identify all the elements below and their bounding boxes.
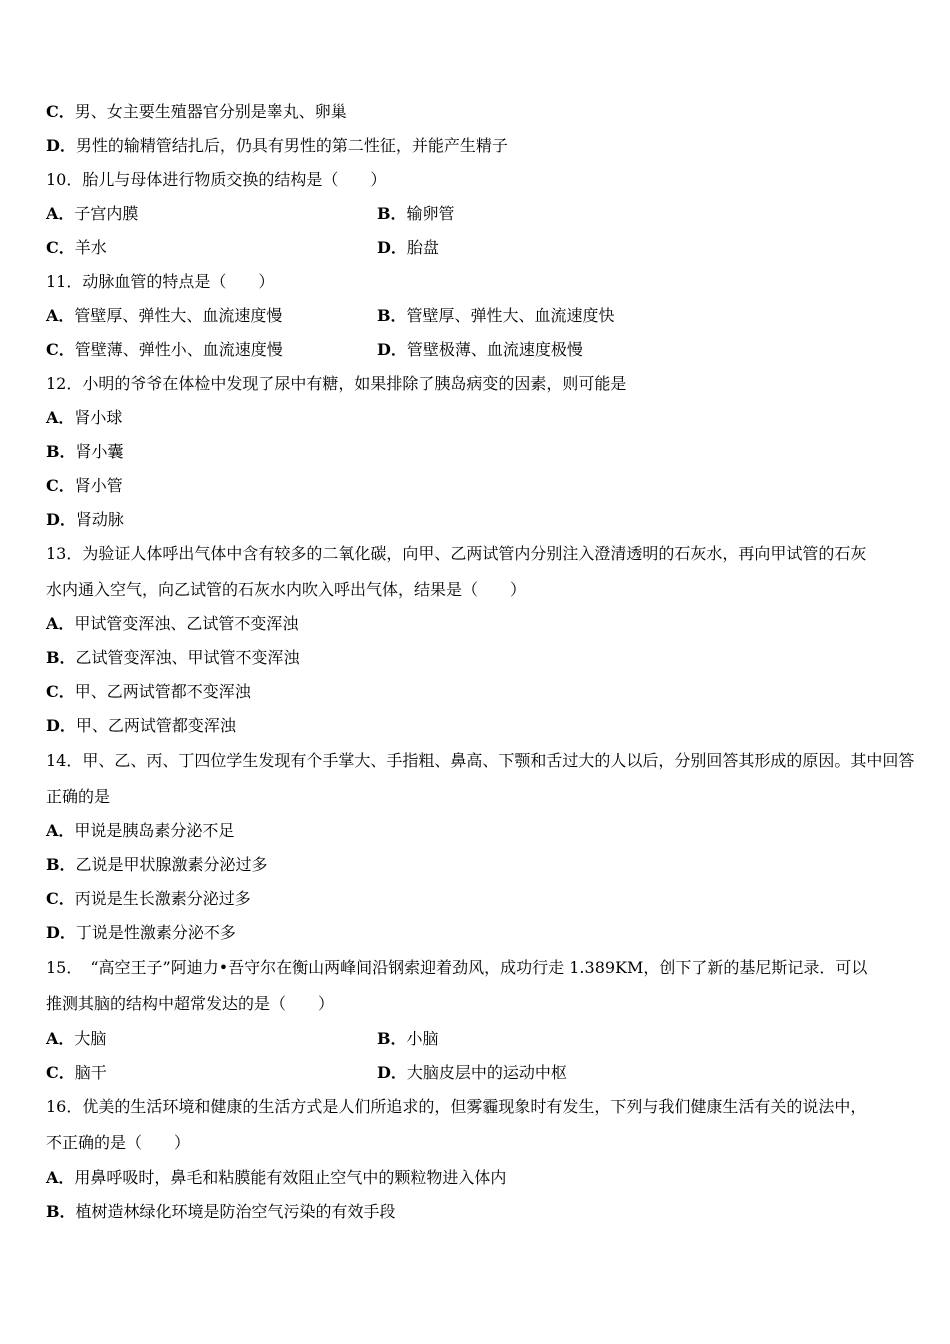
q11-option-c: C．管壁薄、弹性小、血流速度慢	[46, 340, 283, 359]
q11-stem: 11．动脉血管的特点是（ ）	[46, 272, 275, 291]
q15-option-a: A．大脑	[46, 1029, 107, 1048]
q15-option-c: C．脑干	[46, 1063, 107, 1082]
q11-option-d: D．管壁极薄、血流速度极慢	[377, 340, 583, 359]
q13-option-d: D．甲、乙两试管都变浑浊	[46, 716, 236, 735]
q12-option-b: B．肾小囊	[46, 442, 124, 461]
q11-option-a: A．管壁厚、弹性大、血流速度慢	[46, 306, 283, 325]
q14-option-a: A．甲说是胰岛素分泌不足	[46, 821, 235, 840]
q12-option-d: D．肾动脉	[46, 510, 124, 529]
q10-stem: 10．胎儿与母体进行物质交换的结构是（ ）	[46, 170, 387, 189]
q16-option-b: B．植树造林绿化环境是防治空气污染的有效手段	[46, 1202, 396, 1221]
q14-option-c: C．丙说是生长激素分泌过多	[46, 889, 251, 908]
q14-stem-line1: 14．甲、乙、丙、丁四位学生发现有个手掌大、手指粗、鼻高、下颚和舌过大的人以后，分别回答其形成的原因。其中回答	[46, 751, 915, 770]
q13-stem-line1: 13．为验证人体呼出气体中含有较多的二氧化碳，向甲、乙两试管内分别注入澄清透明的石灰水，再向甲试管的石灰	[46, 544, 867, 563]
q9-option-d: D．男性的输精管结扎后，仍具有男性的第二性征，并能产生精子	[46, 136, 508, 155]
q13-stem-line2: 水内通入空气，向乙试管的石灰水内吹入呼出气体，结果是（ ）	[46, 580, 527, 599]
q15-stem-line2: 推测其脑的结构中超常发达的是（ ）	[46, 994, 335, 1013]
q13-option-a: A．甲试管变浑浊、乙试管不变浑浊	[46, 614, 299, 633]
q12-option-c: C．肾小管	[46, 476, 123, 495]
q14-stem-line2: 正确的是	[46, 787, 111, 806]
q14-option-b: B．乙说是甲状腺激素分泌过多	[46, 855, 268, 874]
q11-option-b: B．管壁厚、弹性大、血流速度快	[377, 306, 615, 325]
q15-option-d: D．大脑皮层中的运动中枢	[377, 1063, 567, 1082]
q10-option-a: A．子宫内膜	[46, 204, 139, 223]
q13-option-c: C．甲、乙两试管都不变浑浊	[46, 682, 251, 701]
q10-option-d: D．胎盘	[377, 238, 439, 257]
q15-option-b: B．小脑	[377, 1029, 439, 1048]
q16-stem-line2: 不正确的是（ ）	[46, 1133, 191, 1152]
q15-stem-line1: 15． “高空王子”阿迪力•吾守尔在衡山两峰间沿钢索迎着劲风，成功行走 1.389KM，创下了新的基尼斯记录．可以	[46, 958, 868, 977]
q14-option-d: D．丁说是性激素分泌不多	[46, 923, 236, 942]
q12-stem: 12．小明的爷爷在体检中发现了尿中有糖，如果排除了胰岛病变的因素，则可能是	[46, 374, 627, 393]
q10-option-b: B．输卵管	[377, 204, 455, 223]
q10-option-c: C．羊水	[46, 238, 107, 257]
q16-stem-line1: 16．优美的生活环境和健康的生活方式是人们所追求的，但雾霾现象时有发生，下列与我们健康生活有关的说法中，	[46, 1097, 867, 1116]
q9-option-c: C．男、女主要生殖器官分别是睾丸、卵巢	[46, 102, 347, 121]
q16-option-a: A．用鼻呼吸时，鼻毛和粘膜能有效阻止空气中的颗粒物进入体内	[46, 1168, 507, 1187]
q13-option-b: B．乙试管变浑浊、甲试管不变浑浊	[46, 648, 300, 667]
q12-option-a: A．肾小球	[46, 408, 123, 427]
